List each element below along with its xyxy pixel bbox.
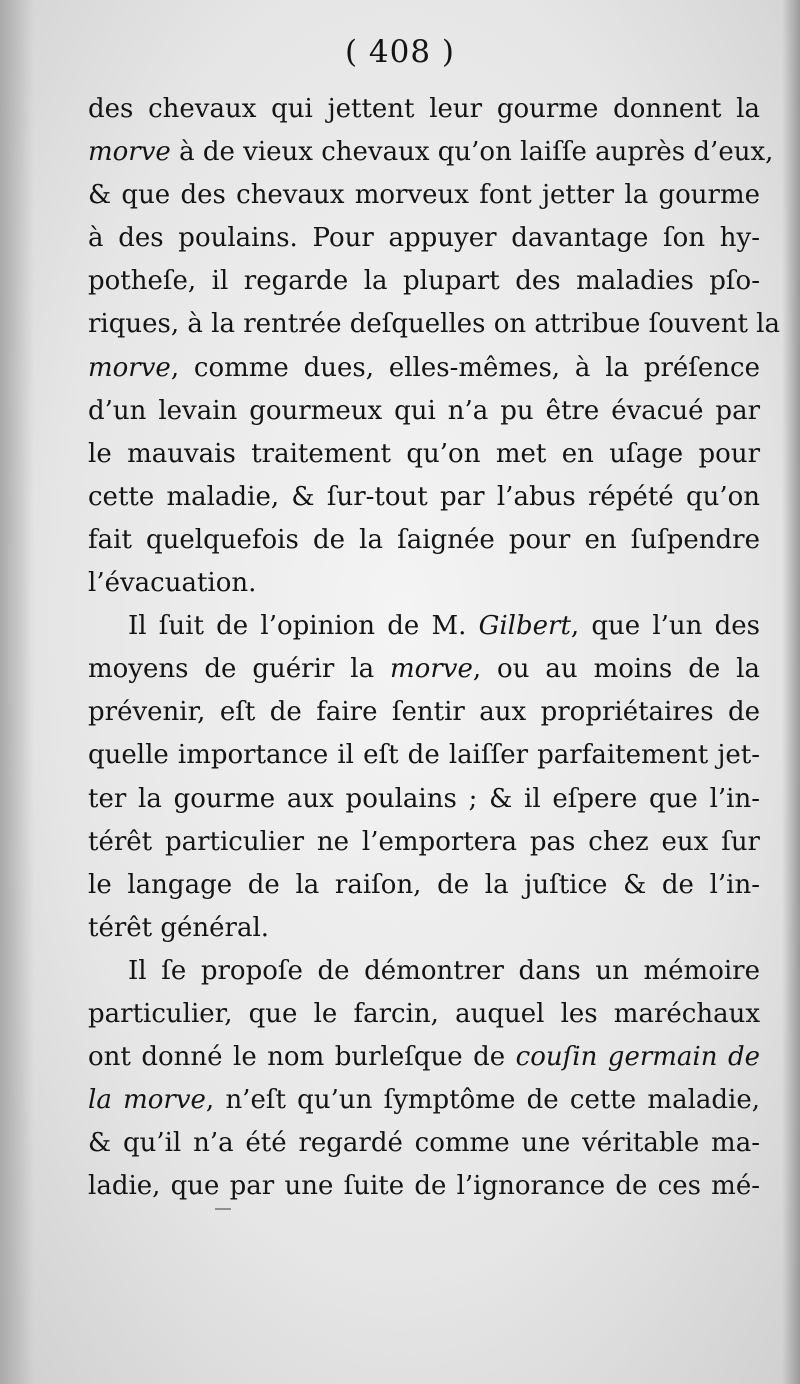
text-line bbox=[88, 174, 760, 217]
text-line bbox=[88, 691, 760, 734]
text-line bbox=[88, 993, 760, 1036]
text-line bbox=[88, 734, 760, 777]
text-segment: des chevaux qui jettent leur gourme donnent la bbox=[88, 94, 760, 124]
text-segment: fait quelquefois de la ſaignée pour en ſuſpendre bbox=[88, 524, 760, 555]
text-segment: l’évacuation. bbox=[88, 568, 257, 599]
text-segment: à des poulains. Pour appuyer davantage ſon hy- bbox=[88, 223, 760, 254]
text-line bbox=[88, 260, 760, 303]
text-segment: moyens de guérir la bbox=[88, 654, 391, 685]
text-line bbox=[88, 131, 774, 174]
text-line bbox=[88, 1079, 760, 1122]
text-segment: Il ſuit de l’opinion de M. bbox=[128, 611, 479, 642]
text-line bbox=[88, 88, 760, 131]
text-segment: particulier, que le farcin, auquel les maréchaux bbox=[88, 998, 760, 1029]
italic-segment: Gilbert bbox=[478, 611, 571, 642]
text-segment: , que l’un des bbox=[570, 611, 761, 642]
text-line bbox=[88, 907, 760, 950]
text-segment: Il ſe propoſe de démontrer dans un mémoire bbox=[128, 955, 760, 986]
text-segment: quelle importance il eſt de laiſſer parfaitement jet- bbox=[88, 740, 760, 771]
text-segment: & que des chevaux morveux font jetter la gourme bbox=[88, 180, 760, 211]
text-segment: prévenir, eſt de faire ſentir aux propriétaires de bbox=[88, 697, 760, 728]
text-line bbox=[88, 864, 760, 907]
text-segment: ladie, que par une ſuite de l’ignorance de ces mé- bbox=[88, 1171, 760, 1202]
text-line bbox=[88, 605, 760, 648]
text-segment: , ou au moins de la bbox=[472, 654, 761, 685]
text-segment: ont donné le nom burleſque de bbox=[88, 1042, 516, 1073]
text-segment: térêt particulier ne l’emportera pas chez eux ſur bbox=[88, 826, 760, 857]
text-line bbox=[88, 950, 760, 993]
text-line bbox=[88, 1165, 760, 1208]
text-line bbox=[88, 433, 760, 476]
italic-segment: la morve bbox=[88, 1085, 206, 1116]
text-line bbox=[88, 476, 760, 519]
italic-segment: morve bbox=[88, 137, 171, 168]
text-line bbox=[88, 347, 760, 390]
text-segment: , comme dues, elles-mêmes, à la préſence bbox=[170, 352, 760, 383]
text-line bbox=[88, 821, 760, 864]
text-segment: riques, à la rentrée deſquelles on attribue ſouvent la bbox=[88, 309, 780, 340]
text-segment: , n’eſt qu’un ſymptôme de cette maladie, bbox=[205, 1085, 760, 1116]
text-line bbox=[88, 778, 760, 821]
text-line bbox=[88, 519, 760, 562]
text-line bbox=[88, 390, 760, 433]
text-segment: le langage de la raiſon, de la juſtice & de l’in- bbox=[88, 869, 760, 900]
italic-segment: morve bbox=[390, 654, 473, 685]
text-line bbox=[88, 217, 760, 260]
text-segment: d’un levain gourmeux qui n’a pu être évacué par bbox=[88, 395, 760, 426]
italic-segment: couſin germain de bbox=[515, 1042, 760, 1073]
text-segment: & qu’il n’a été regardé comme une véritable ma- bbox=[88, 1128, 760, 1159]
text-line bbox=[88, 648, 760, 691]
text-segment: ter la gourme aux poulains ; & il eſpere que l’in- bbox=[88, 783, 760, 814]
text-segment: le mauvais traitement qu’on met en uſage pour bbox=[88, 438, 760, 469]
text-segment: cette maladie, & ſur-tout par l’abus répété qu’on bbox=[88, 481, 760, 512]
text-segment: potheſe, il regarde la plupart des maladies pſo- bbox=[88, 266, 760, 297]
text-line bbox=[88, 1122, 760, 1165]
text-line bbox=[88, 303, 780, 346]
text-line bbox=[88, 1036, 760, 1079]
italic-segment: morve bbox=[88, 352, 171, 383]
text-line bbox=[88, 562, 760, 605]
body-text bbox=[88, 88, 780, 1208]
text-segment: térêt général. bbox=[88, 912, 270, 943]
page-number: ( 408 ) bbox=[344, 34, 456, 70]
footer-mark bbox=[215, 1208, 231, 1210]
text-segment: à de vieux chevaux qu’on laiſſe auprès d’eux, bbox=[170, 137, 774, 168]
